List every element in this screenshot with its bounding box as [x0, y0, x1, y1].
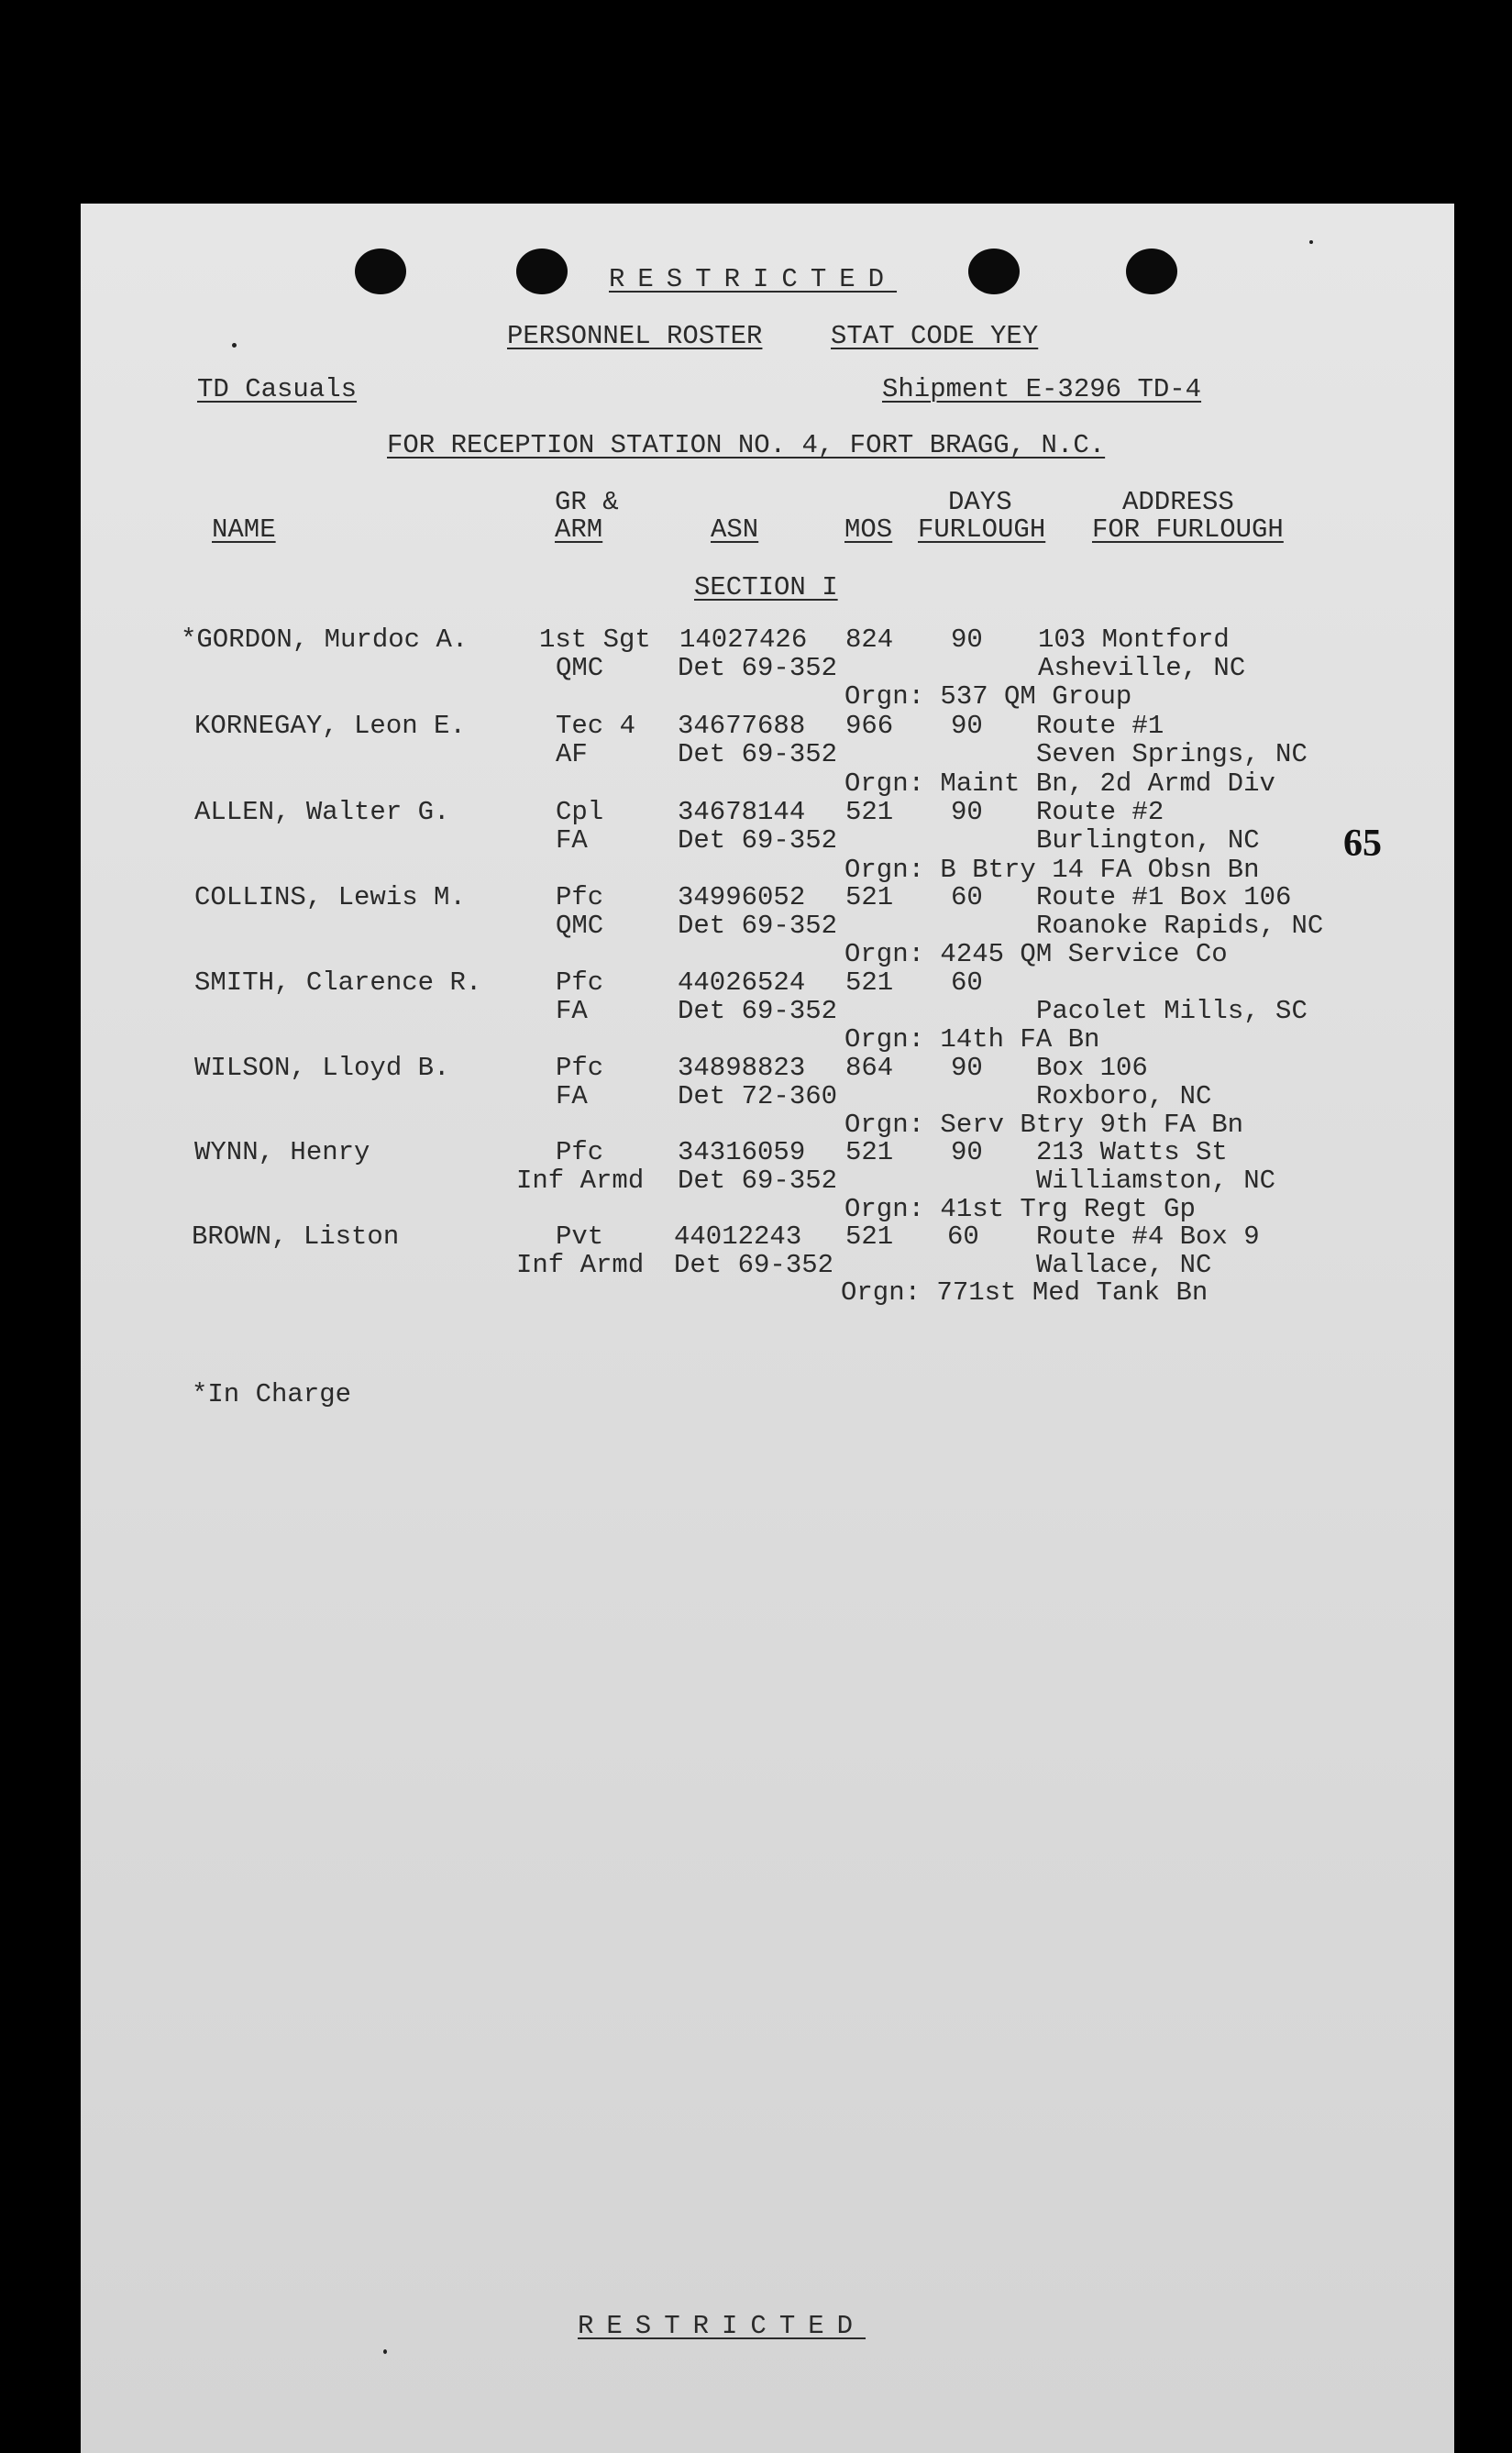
roster-organization: Orgn: 771st Med Tank Bn: [841, 1277, 1208, 1308]
roster-mos: 521: [845, 882, 894, 912]
section-heading: SECTION I: [694, 572, 838, 602]
roster-name: WYNN, Henry: [194, 1137, 370, 1167]
roster-grade: Pfc: [556, 1137, 604, 1167]
paper-speck: [1309, 240, 1313, 244]
roster-name: ALLEN, Walter G.: [194, 797, 450, 827]
roster-name: *GORDON, Murdoc A.: [181, 624, 469, 655]
roster-organization: Orgn: 14th FA Bn: [844, 1024, 1100, 1055]
roster-arm: AF: [556, 739, 588, 769]
roster-address-line2: Williamston, NC: [1036, 1166, 1276, 1196]
roster-address-line1: Route #4 Box 9: [1036, 1221, 1260, 1252]
roster-mos: 521: [845, 1221, 894, 1252]
classification-header: RESTRICTED: [609, 264, 898, 294]
col-asn: ASN: [711, 514, 759, 545]
roster-mos: 521: [845, 967, 894, 998]
roster-organization: Orgn: B Btry 14 FA Obsn Bn: [844, 855, 1260, 885]
paper-speck: [232, 343, 237, 348]
shipment-label: Shipment E-3296 TD-4: [882, 374, 1202, 404]
roster-address-line1: 103 Montford: [1038, 624, 1230, 655]
roster-detachment: Det 72-360: [678, 1081, 838, 1111]
roster-grade: Pfc: [556, 967, 604, 998]
roster-organization: Orgn: Serv Btry 9th FA Bn: [844, 1110, 1244, 1140]
roster-organization: Orgn: 537 QM Group: [844, 681, 1132, 712]
roster-asn: 44026524: [678, 967, 806, 998]
roster-arm: FA: [556, 996, 588, 1026]
roster-asn: 14027426: [679, 624, 808, 655]
group-label: TD Casuals: [197, 374, 358, 404]
roster-asn: 34996052: [678, 882, 806, 912]
roster-name: COLLINS, Lewis M.: [194, 882, 466, 912]
punch-hole: [1126, 249, 1177, 294]
roster-address-line1: 213 Watts St: [1036, 1137, 1228, 1167]
roster-grade: Pfc: [556, 882, 604, 912]
punch-hole: [968, 249, 1020, 294]
roster-address-line2: Asheville, NC: [1038, 653, 1246, 683]
roster-organization: Orgn: 41st Trg Regt Gp: [844, 1194, 1196, 1224]
paper-speck: [383, 2349, 387, 2354]
roster-grade: Tec 4: [556, 711, 636, 741]
roster-grade: 1st Sgt: [539, 624, 651, 655]
roster-days: 90: [951, 1137, 983, 1167]
roster-address-line1: Box 106: [1036, 1053, 1148, 1083]
roster-address-line2: Wallace, NC: [1036, 1250, 1212, 1280]
roster-mos: 521: [845, 1137, 894, 1167]
roster-title: PERSONNEL ROSTER: [507, 321, 763, 351]
col-days-top: DAYS: [948, 487, 1012, 517]
roster-arm: FA: [556, 825, 588, 856]
roster-mos: 824: [845, 624, 894, 655]
roster-address-line2: Seven Springs, NC: [1036, 739, 1308, 769]
col-grade-top: GR &: [555, 487, 619, 517]
col-address-bottom: FOR FURLOUGH: [1092, 514, 1284, 545]
punch-hole: [355, 249, 406, 294]
roster-asn: 34898823: [678, 1053, 806, 1083]
roster-address-line2: Burlington, NC: [1036, 825, 1260, 856]
roster-asn: 34316059: [678, 1137, 806, 1167]
roster-asn: 44012243: [674, 1221, 802, 1252]
footnote: *In Charge: [192, 1379, 352, 1409]
roster-mos: 521: [845, 797, 894, 827]
roster-name: KORNEGAY, Leon E.: [194, 711, 466, 741]
roster-mos: 966: [845, 711, 894, 741]
col-days-bottom: FURLOUGH: [918, 514, 1046, 545]
roster-days: 90: [951, 797, 983, 827]
roster-mos: 864: [845, 1053, 894, 1083]
roster-grade: Cpl: [556, 797, 604, 827]
roster-address-line1: Route #1 Box 106: [1036, 882, 1292, 912]
page-number: 65: [1343, 823, 1382, 865]
roster-detachment: Det 69-352: [678, 996, 838, 1026]
roster-asn: 34677688: [678, 711, 806, 741]
roster-detachment: Det 69-352: [678, 1166, 838, 1196]
roster-arm: QMC: [556, 653, 604, 683]
col-address-top: ADDRESS: [1122, 487, 1234, 517]
classification-footer: RESTRICTED: [578, 2311, 866, 2341]
roster-arm: FA: [556, 1081, 588, 1111]
roster-address-line2: Roanoke Rapids, NC: [1036, 911, 1324, 941]
roster-days: 60: [951, 967, 983, 998]
roster-address-line1: Route #2: [1036, 797, 1164, 827]
roster-days: 60: [951, 882, 983, 912]
roster-detachment: Det 69-352: [678, 911, 838, 941]
roster-address-line1: Route #1: [1036, 711, 1164, 741]
roster-detachment: Det 69-352: [674, 1250, 834, 1280]
punch-hole: [516, 249, 568, 294]
roster-grade: Pfc: [556, 1053, 604, 1083]
roster-detachment: Det 69-352: [678, 825, 838, 856]
roster-days: 90: [951, 624, 983, 655]
roster-name: BROWN, Liston: [192, 1221, 400, 1252]
roster-name: SMITH, Clarence R.: [194, 967, 482, 998]
roster-arm: QMC: [556, 911, 604, 941]
roster-asn: 34678144: [678, 797, 806, 827]
roster-arm: Inf Armd: [516, 1250, 645, 1280]
col-grade-bottom: ARM: [555, 514, 603, 545]
roster-address-line2: Pacolet Mills, SC: [1036, 996, 1308, 1026]
col-name: NAME: [212, 514, 276, 545]
reception-station: FOR RECEPTION STATION NO. 4, FORT BRAGG, N.C.: [387, 430, 1106, 460]
col-mos: MOS: [844, 514, 893, 545]
roster-days: 60: [947, 1221, 979, 1252]
roster-grade: Pvt: [556, 1221, 604, 1252]
roster-organization: Orgn: Maint Bn, 2d Armd Div: [844, 768, 1275, 799]
stat-code: STAT CODE YEY: [831, 321, 1039, 351]
roster-organization: Orgn: 4245 QM Service Co: [844, 939, 1228, 969]
roster-days: 90: [951, 1053, 983, 1083]
roster-detachment: Det 69-352: [678, 653, 838, 683]
roster-address-line2: Roxboro, NC: [1036, 1081, 1212, 1111]
roster-arm: Inf Armd: [516, 1166, 645, 1196]
roster-detachment: Det 69-352: [678, 739, 838, 769]
roster-name: WILSON, Lloyd B.: [194, 1053, 450, 1083]
roster-days: 90: [951, 711, 983, 741]
